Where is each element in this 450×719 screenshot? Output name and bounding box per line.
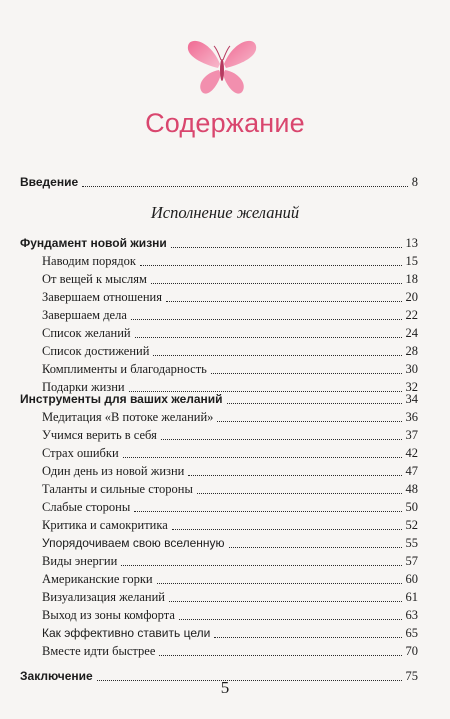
toc-page: 30 bbox=[405, 362, 418, 376]
toc-page: 28 bbox=[405, 344, 418, 358]
toc-label: От вещей к мыслям bbox=[42, 272, 147, 286]
dot-leader bbox=[134, 511, 401, 512]
toc-label: Критика и самокритика bbox=[42, 518, 168, 532]
toc-page: 55 bbox=[405, 536, 418, 550]
dot-leader bbox=[140, 265, 402, 266]
toc-label: Как эффективно ставить цели bbox=[42, 626, 211, 640]
toc-item[interactable] bbox=[42, 425, 418, 445]
dot-leader bbox=[123, 457, 402, 458]
dot-leader bbox=[135, 337, 402, 338]
toc-item[interactable] bbox=[42, 251, 418, 271]
toc-page: 37 bbox=[405, 428, 418, 442]
dot-leader bbox=[159, 655, 401, 656]
page-number: 5 bbox=[220, 678, 230, 697]
toc-item[interactable] bbox=[42, 515, 418, 535]
butterfly-icon bbox=[184, 34, 260, 102]
toc-page: 63 bbox=[405, 608, 418, 622]
toc-page: 47 bbox=[405, 464, 418, 478]
toc-page: 13 bbox=[405, 236, 418, 250]
dot-leader bbox=[179, 619, 402, 620]
toc-label: Таланты и сильные стороны bbox=[42, 482, 193, 496]
toc-page: 48 bbox=[405, 482, 418, 496]
toc-item[interactable] bbox=[42, 359, 418, 379]
dot-leader bbox=[214, 637, 401, 638]
dot-leader bbox=[211, 373, 402, 374]
toc-item[interactable] bbox=[42, 305, 418, 325]
toc-label: Список достижений bbox=[42, 344, 150, 358]
toc-label: Инструменты для ваших желаний bbox=[20, 392, 223, 406]
toc-item[interactable] bbox=[42, 497, 418, 517]
toc-page: 75 bbox=[405, 669, 418, 683]
dot-leader bbox=[151, 283, 402, 284]
toc-group-title[interactable] bbox=[20, 389, 418, 409]
toc-label: Фундамент новой жизни bbox=[20, 236, 167, 250]
dot-leader bbox=[229, 547, 402, 548]
dot-leader bbox=[197, 493, 402, 494]
toc-page: 36 bbox=[405, 410, 418, 424]
toc-item[interactable] bbox=[42, 623, 418, 643]
dot-leader bbox=[171, 247, 402, 248]
toc-label: Список желаний bbox=[42, 326, 131, 340]
toc-label: Подарки жизни bbox=[42, 380, 125, 394]
toc-page: 42 bbox=[405, 446, 418, 460]
dot-leader bbox=[121, 565, 401, 566]
dot-leader bbox=[131, 319, 402, 320]
toc-page: 60 bbox=[405, 572, 418, 586]
toc-page: 32 bbox=[405, 380, 418, 394]
toc-item[interactable] bbox=[42, 551, 418, 571]
toc-page: 24 bbox=[405, 326, 418, 340]
dot-leader bbox=[157, 583, 402, 584]
toc-item[interactable] bbox=[42, 323, 418, 343]
dot-leader bbox=[161, 439, 402, 440]
toc-item[interactable] bbox=[42, 587, 418, 607]
toc-page: 65 bbox=[405, 626, 418, 640]
toc-item[interactable] bbox=[42, 443, 418, 463]
toc-label: Учимся верить в себя bbox=[42, 428, 157, 442]
contents-heading: Содержание bbox=[145, 108, 305, 138]
toc-label: Наводим порядок bbox=[42, 254, 136, 268]
section-title: Исполнение желаний bbox=[150, 203, 300, 222]
dot-leader bbox=[217, 421, 401, 422]
toc-item[interactable] bbox=[42, 341, 418, 361]
toc-page: 34 bbox=[405, 392, 418, 406]
toc-label: Виды энергии bbox=[42, 554, 118, 568]
toc-item[interactable] bbox=[42, 605, 418, 625]
toc-label: Медитация «В потоке желаний» bbox=[42, 410, 214, 424]
toc-page: 20 bbox=[405, 290, 418, 304]
toc-page: 61 bbox=[405, 590, 418, 604]
dot-leader bbox=[188, 475, 401, 476]
toc-label: Американские горки bbox=[42, 572, 153, 586]
toc-label: Упорядочиваем свою вселенную bbox=[42, 536, 225, 550]
toc-item[interactable] bbox=[42, 641, 418, 661]
toc-item[interactable] bbox=[42, 287, 418, 307]
toc-page: 22 bbox=[405, 308, 418, 322]
toc-item[interactable] bbox=[42, 569, 418, 589]
toc-label: Страх ошибки bbox=[42, 446, 119, 460]
toc-label: Завершаем дела bbox=[42, 308, 127, 322]
toc-page: 52 bbox=[405, 518, 418, 532]
toc-label: Комплименты и благодарность bbox=[42, 362, 207, 376]
dot-leader bbox=[227, 403, 402, 404]
toc-label: Заключение bbox=[20, 669, 93, 683]
dot-leader bbox=[153, 355, 401, 356]
toc-page: 57 bbox=[405, 554, 418, 568]
toc-item[interactable] bbox=[42, 407, 418, 427]
toc-label: Визуализация желаний bbox=[42, 590, 165, 604]
toc-label: Один день из новой жизни bbox=[42, 464, 185, 478]
toc-page: 70 bbox=[405, 644, 418, 658]
toc-item[interactable] bbox=[42, 533, 418, 553]
toc-intro[interactable] bbox=[20, 172, 418, 192]
toc-label: Вместе идти быстрее bbox=[42, 644, 156, 658]
toc-label: Завершаем отношения bbox=[42, 290, 162, 304]
toc-item[interactable] bbox=[42, 269, 418, 289]
dot-leader bbox=[166, 301, 402, 302]
toc-item[interactable] bbox=[42, 479, 418, 499]
toc-page: 15 bbox=[405, 254, 418, 268]
toc-label: Выход из зоны комфорта bbox=[42, 608, 175, 622]
toc-group-title[interactable] bbox=[20, 233, 418, 253]
toc-page: 50 bbox=[405, 500, 418, 514]
dot-leader bbox=[169, 601, 402, 602]
toc-label: Слабые стороны bbox=[42, 500, 131, 514]
dot-leader bbox=[172, 529, 402, 530]
toc-page: 8 bbox=[411, 175, 418, 189]
toc-item[interactable] bbox=[42, 461, 418, 481]
dot-leader bbox=[82, 186, 408, 187]
toc-page: 18 bbox=[405, 272, 418, 286]
toc-label: Введение bbox=[20, 175, 79, 189]
